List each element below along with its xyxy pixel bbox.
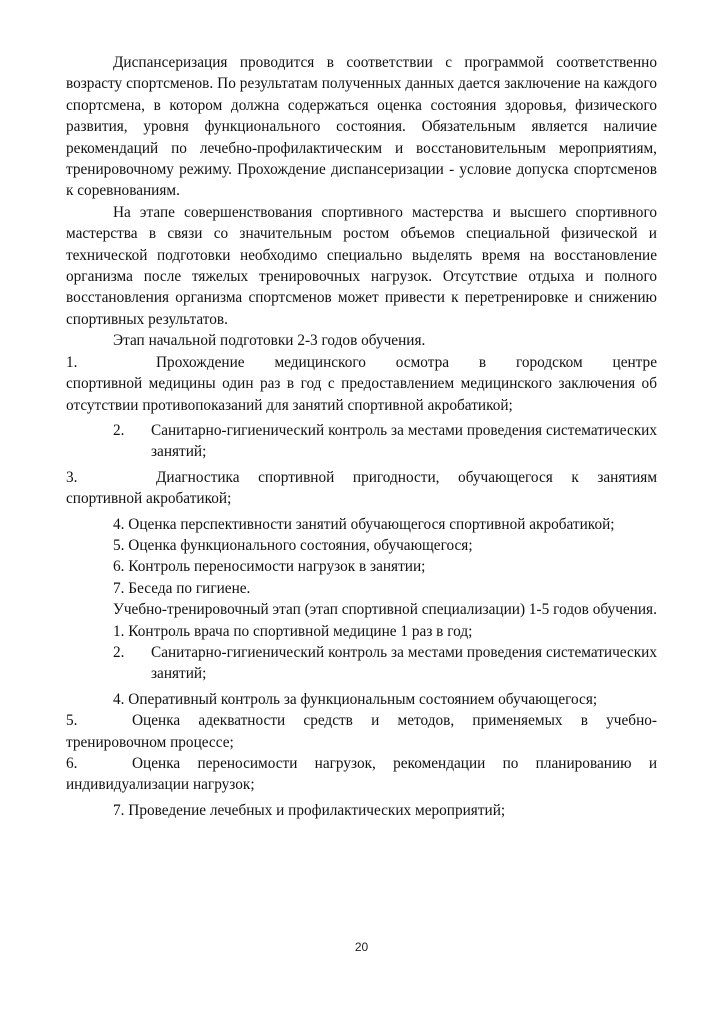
stage1-item-1 <box>66 352 657 373</box>
stage1-item-4: 4. Оценка перспективности занятий обучающегося спортивной акробатикой; <box>113 515 615 533</box>
stage2-item-6 <box>66 753 657 774</box>
item-text: Оценка переносимости нагрузок, рекомендации по планированию и <box>132 755 657 772</box>
item-number: 5. <box>66 712 78 730</box>
stage1-item-2 <box>66 420 657 463</box>
stage1-item-7: 7. Беседа по гигиене. <box>113 579 251 597</box>
stage2-item-6-continuation: индивидуализации нагрузок; <box>66 776 255 794</box>
item-text: Диагностика спортивной пригодности, обучающегося к занятиям <box>156 468 657 486</box>
item-number: 2. <box>113 643 125 661</box>
stage1-item-6: 6. Контроль переносимости нагрузок в занятии; <box>113 558 426 576</box>
stage2-item-5 <box>66 710 657 731</box>
item-number: 3. <box>66 468 78 486</box>
stage1-item-1-continuation: спортивной медицины один раз в год с предоставлением медицинского заключения об отсутствии противопоказаний для занятий спортивной акробатикой; <box>66 375 657 414</box>
stage1-item-3 <box>66 467 657 488</box>
paragraph-dispensary: Диспансеризация проводится в соответствии с программой соответственно возрасту спортсменов. По результатам полученных данных дается заключение на каждого спортсмена, в котором должна содержаться оценка состояния здоровья, физического развития, уровня функционального состояния. Обязательным является наличие рекомендаций по лечебно-профилактическим и восстановительным мероприятиям, тренировочному режиму. Прохождение диспансеризации - условие допуска спортсменов к соревнованиям. <box>66 54 657 200</box>
paragraph-recovery: На этапе совершенствования спортивного мастерства и высшего спортивного мастерства в связи со значительным ростом объемов специальной физической и технической подготовки необходимо специально выделять время на восстановление организма после тяжелых тренировочных нагрузок. Отсутствие отдыха и полного восстановления организма спортсменов может привести к перетренировке и снижению спортивных результатов. <box>66 203 657 328</box>
stage2-item-5-continuation: тренировочном процессе; <box>66 733 234 751</box>
stage2-item-2 <box>66 642 657 685</box>
document-body <box>66 52 657 821</box>
stage1-item-5: 5. Оценка функционального состояния, обучающегося; <box>113 536 473 554</box>
stage2-item-1: 1. Контроль врача по спортивной медицине 1 раз в год; <box>113 622 473 640</box>
stage1-heading: Этап начальной подготовки 2-3 годов обучения. <box>113 332 426 350</box>
stage2-item-7: 7. Проведение лечебных и профилактических мероприятий; <box>113 801 506 819</box>
stage2-item-4: 4. Оперативный контроль за функциональным состоянием обучающегося; <box>113 690 598 708</box>
stage1-item-3-continuation: спортивной акробатикой; <box>66 490 232 508</box>
item-number: 1. <box>66 353 78 371</box>
item-number: 6. <box>66 755 78 772</box>
page-number: 20 <box>354 940 369 954</box>
item-text: Прохождение медицинского осмотра в городском центре <box>156 353 657 371</box>
item-text: Санитарно-гигиенический контроль за местами проведения систематических занятий; <box>151 421 657 461</box>
item-number: 2. <box>113 421 125 439</box>
item-text: Санитарно-гигиенический контроль за местами проведения систематических занятий; <box>151 643 657 683</box>
item-text: Оценка адекватности средств и методов, применяемых в учебно- <box>132 712 657 730</box>
stage2-heading: Учебно-тренировочный этап (этап спортивной специализации) 1-5 годов обучения. <box>113 601 657 619</box>
